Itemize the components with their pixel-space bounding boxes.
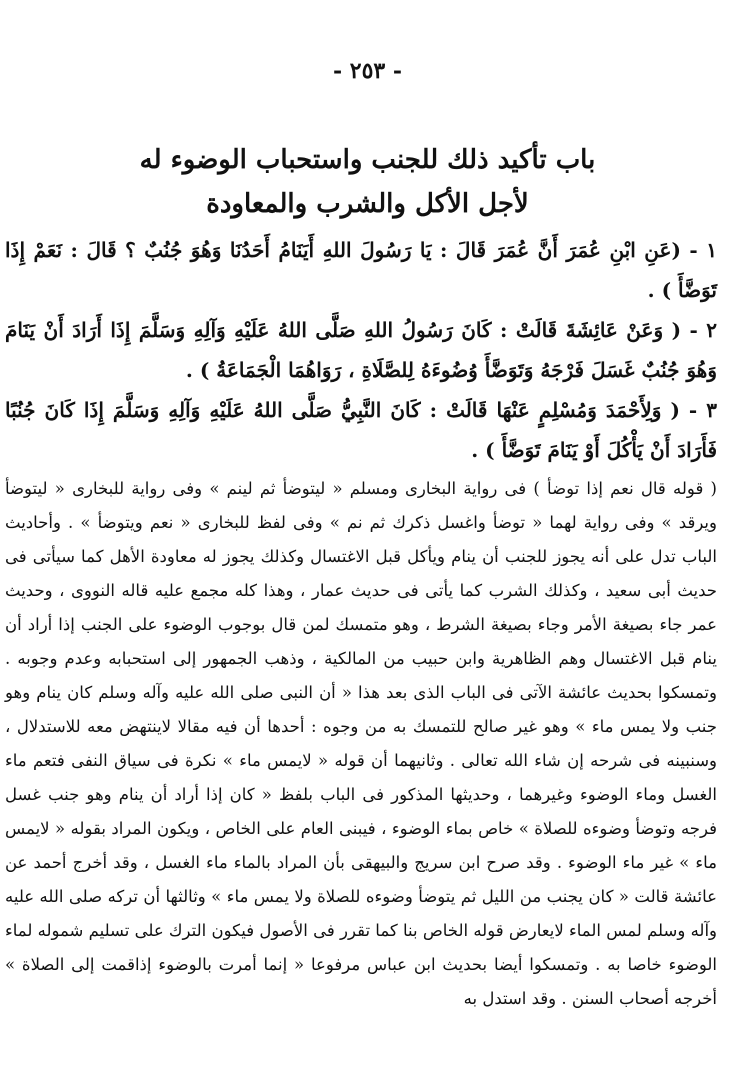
hadith-2: ٢ - ( وَعَنْ عَائِشَةَ قَالَتْ : كَانَ رَسُولُ اللهِ صَلَّى اللهُ عَلَيْهِ وَآلِهِ وَسَلَّمَ إِذَا أَرَادَ أَنْ يَنَامَ وَهُوَ جُنُبٌ غَسَلَ فَرْجَهُ وَتَوَضَّأَ وُضُوءَهُ لِلصَّلَاةِ ، رَوَاهُمَا الْجَمَاعَةُ ) . <box>5 318 717 382</box>
commentary-text: ( قوله قال نعم إذا توضأ ) فى رواية البخارى ومسلم « ليتوضأ ثم لينم » وفى رواية للبخارى « ليتوضأ ويرقد » وفى رواية لهما « توضأ واغسل ذكرك ثم نم » وفى لفظ للبخارى « نعم ويتوضأ » . وأحاديث الباب تدل على أنه يجوز للجنب أن ينام ويأكل قبل الاغتسال وكذلك يجوز له معاودة الأهل كما سيأتى فى حديث أبى سعيد ، وكذلك الشرب كما يأتى فى حديث عمار ، وهذا كله مجمع عليه قاله النووى ، وحديث عمر جاء بصيغة الأمر وجاء بصيغة الشرط ، وهو متمسك لمن قال بوجوب الوضوء على الجنب إذا أراد أن ينام قبل الاغتسال وهم الظاهرية وابن حبيب من المالكية ، وذهب الجمهور إلى استحبابه وعدم وجوبه . وتمسكوا بحديث عائشة الآتى فى الباب الذى بعد هذا « أن النبى صلى الله عليه وآله وسلم كان ينام وهو جنب ولا يمس ماء » وهو غير صالح للتمسك به من وجوه : أحدها أن فيه مقالا لاينتهض معه للاستدلال ، وسنبينه فى شرحه إن شاء الله تعالى . وثانيهما أن قوله « لايمس ماء » نكرة فى سياق النفى فتعم ماء الغسل وماء الوضوء وغيرهما ، وحديثها المذكور فى الباب بلفظ « كان إذا أراد أن ينام وهو جنب غسل فرجه وتوضأ وضوءه للصلاة » خاص بماء الوضوء ، فيبنى العام على الخاص ، ويكون المراد بقوله « لايمس ماء » غير ماء الوضوء . وقد صرح ابن سريج والبيهقى بأن المراد بالماء ماء الغسل ، وقد أخرج أحمد عن عائشة قالت « كان يجنب من الليل ثم يتوضأ وضوءه للصلاة ولا يمس ماء » وثالثها أن تركه صلى الله عليه وآله وسلم لمس الماء لايعارض قوله الخاص بنا كما تقرر فى الأصول فيكون الترك على تسليم شموله لماء الوضوء خاصا به . وتمسكوا أيضا بحديث ابن عباس مرفوعا « إنما أمرت بالوضوء إذاقمت إلى الصلاة » أخرجه أصحاب السنن . وقد استدل به <box>5 479 717 1008</box>
chapter-subtitle: لأجل الأكل والشرب والمعاودة <box>206 189 529 219</box>
hadith-section <box>5 230 717 470</box>
hadith-1: ١ - (عَنِ ابْنِ عُمَرَ أَنَّ عُمَرَ قَالَ : يَا رَسُولَ اللهِ أَيَنَامُ أَحَدُنَا وَهُوَ جُنُبٌ ؟ قَالَ : نَعَمْ إِذَا تَوَضَّأَ ) . <box>5 238 717 302</box>
hadith-3: ٣ - ( وَلِأَحْمَدَ وَمُسْلِمٍ عَنْهَا قَالَتْ : كَانَ النَّبِيُّ صَلَّى اللهُ عَلَيْهِ وَآلِهِ وَسَلَّمَ إِذَا كَانَ جُنُبًا فَأَرَادَ أَنْ يَأْكُلَ أَوْ يَنَامَ تَوَضَّأَ ) . <box>5 398 717 462</box>
commentary-section <box>5 472 717 1016</box>
page-number: - ٢٥٣ - <box>332 58 403 84</box>
chapter-title: باب تأكيد ذلك للجنب واستحباب الوضوء له <box>139 145 596 175</box>
